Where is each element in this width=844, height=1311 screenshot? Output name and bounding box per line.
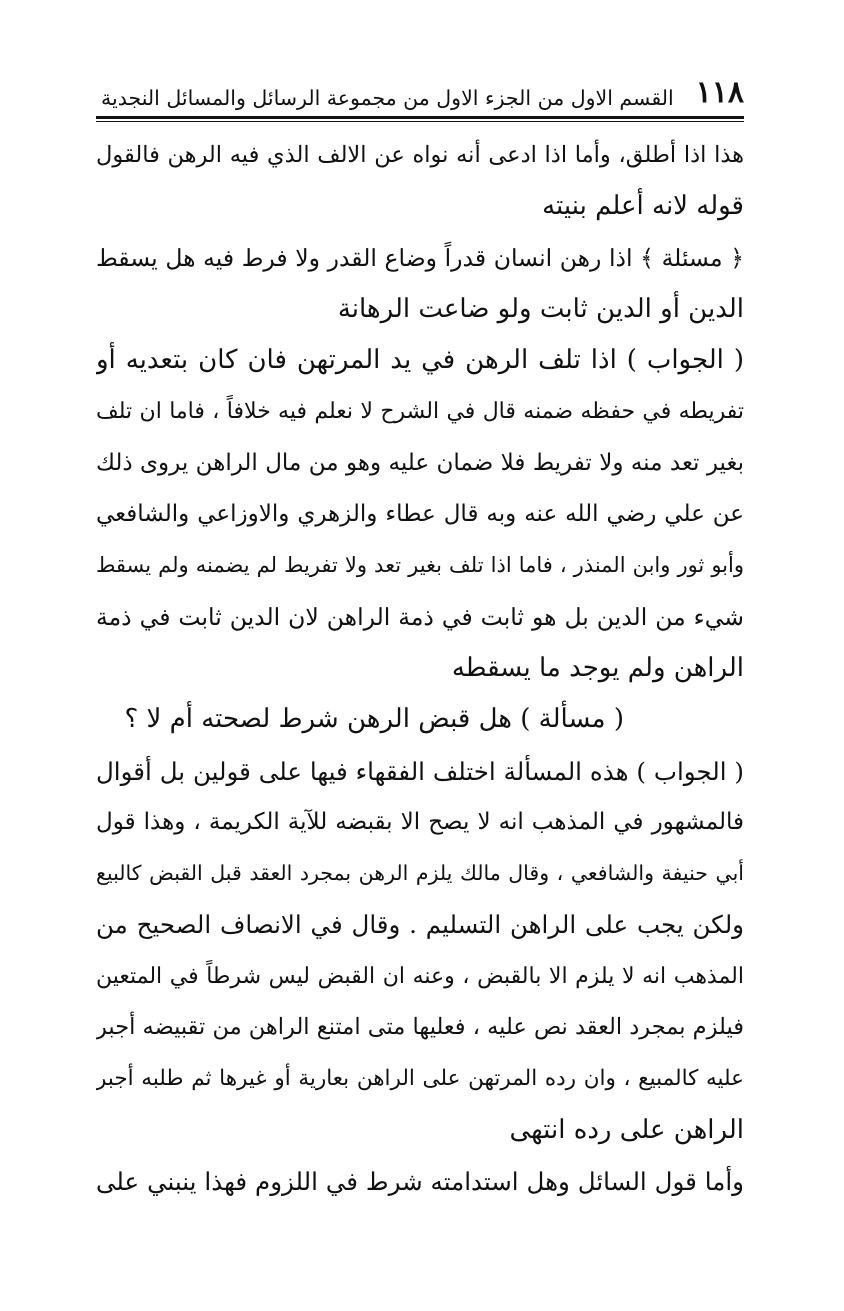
- body-text: [96, 130, 744, 1207]
- text-line: ولكن يجب على الراهن التسليم . وقال في الانصاف الصحيح من: [96, 910, 744, 940]
- text-line: قوله لانه أعلم بنيته: [542, 191, 744, 222]
- text-line: فيلزم بمجرد العقد نص عليه ، فعليها متى امتنع الراهن من تقبيضه أجبر: [96, 1014, 744, 1041]
- text-line: شيء من الدين بل هو ثابت في ذمة الراهن لان الدين ثابت في ذمة: [96, 602, 744, 631]
- text-line: ﴿ مسئلة ﴾ اذا رهن انسان قدراً وضاع القدر ولا فرط فيه هل يسقط: [96, 243, 744, 272]
- text-line: ( الجواب ) اذا تلف الرهن في يد المرتهن فان كان بتعديه أو: [96, 345, 744, 376]
- running-title: القسم الاول من الجزء الاول من مجموعة الرسائل والمسائل النجدية: [101, 85, 674, 110]
- page-number: ١١٨: [695, 75, 744, 110]
- text-line: المذهب انه لا يلزم الا بالقبض ، وعنه ان القبض ليس شرطاً في المتعين: [96, 963, 744, 989]
- text-line: الدين أو الدين ثابت ولو ضاعت الرهانة: [337, 293, 744, 324]
- text-line: أبي حنيفة والشافعي ، وقال مالك يلزم الرهن بمجرد العقد قبل القبض كالبيع: [96, 861, 744, 886]
- text-line: وأما قول السائل وهل استدامته شرط في اللزوم فهذا ينبني على: [96, 1166, 744, 1196]
- text-line: عليه كالمبيع ، وان رده المرتهن على الراهن بعارية أو غيرها ثم طلبه أجبر: [96, 1066, 744, 1092]
- text-line: عن علي رضي الله عنه وبه قال عطاء والزهري والاوزاعي والشافعي: [96, 501, 744, 528]
- header-rule-thin: [96, 121, 744, 122]
- page-header: [96, 62, 744, 108]
- text-line: وأبو ثور وابن المنذر ، فاما اذا تلف بغير تعد ولا تفريط لم يضمنه ولم يسقط: [96, 553, 744, 578]
- text-line: فالمشهور في المذهب انه لا يصح الا بقبضه للآية الكريمة ، وهذا قول: [96, 808, 744, 835]
- text-line: هذا اذا أطلق، وأما اذا ادعى أنه نواه عن الالف الذي فيه الرهن فالقول: [96, 142, 744, 168]
- text-line: الراهن ولم يوجد ما يسقطه: [451, 652, 744, 683]
- text-line: بغير تعد منه ولا تفريط فلا ضمان عليه وهو من مال الراهن يروى ذلك: [96, 449, 744, 476]
- text-line: ( مسألة ) هل قبض الرهن شرط لصحته أم لا ؟: [124, 704, 624, 735]
- text-line: ( الجواب ) هذه المسألة اختلف الفقهاء فيها على قولين بل أقوال: [96, 756, 744, 786]
- header-rule: [96, 116, 744, 119]
- text-line: الراهن على رده انتهى: [509, 1114, 744, 1145]
- text-line: تفريطه في حفظه ضمنه قال في الشرح لا نعلم فيه خلافاً ، فاما ان تلف: [96, 399, 744, 425]
